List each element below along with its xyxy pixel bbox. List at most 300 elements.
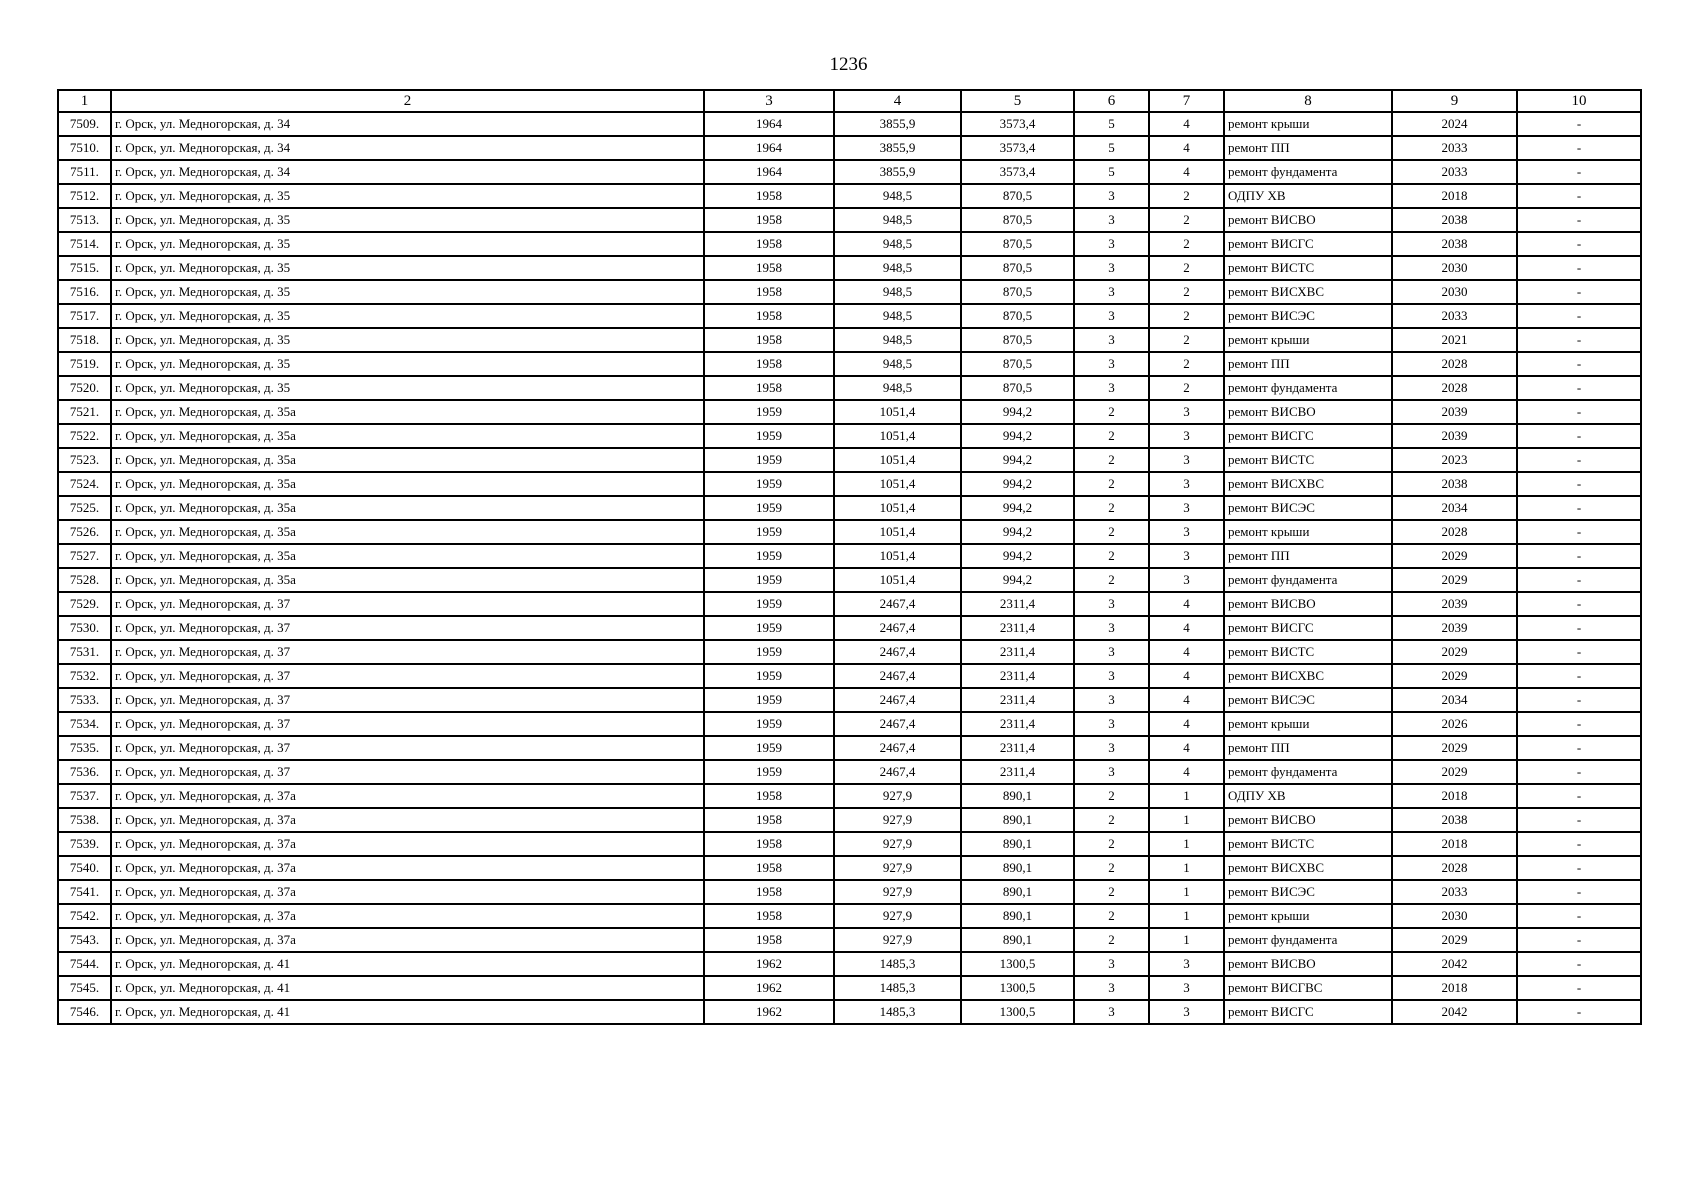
- table-cell-col-3: 1959: [704, 640, 834, 664]
- table-cell-col-10: -: [1517, 352, 1641, 376]
- table-cell-col-7: 2: [1149, 208, 1224, 232]
- table-row: [58, 232, 1641, 256]
- table-cell-col-6: 3: [1074, 952, 1149, 976]
- table-cell-col-10: -: [1517, 784, 1641, 808]
- table-cell-col-2: г. Орск, ул. Медногорская, д. 37: [111, 760, 704, 784]
- table-cell-col-9: 2033: [1392, 304, 1517, 328]
- table-cell-col-7: 2: [1149, 304, 1224, 328]
- table-cell-col-9: 2030: [1392, 256, 1517, 280]
- table-cell-col-1: 7520.: [58, 376, 111, 400]
- table-cell-col-4: 2467,4: [834, 736, 961, 760]
- table-cell-col-10: -: [1517, 736, 1641, 760]
- table-cell-col-8: ремонт крыши: [1224, 328, 1392, 352]
- table-cell-col-1: 7510.: [58, 136, 111, 160]
- table-cell-col-1: 7524.: [58, 472, 111, 496]
- table-cell-col-8: ремонт крыши: [1224, 712, 1392, 736]
- table-cell-col-7: 2: [1149, 232, 1224, 256]
- table-cell-col-9: 2028: [1392, 352, 1517, 376]
- table-cell-col-4: 927,9: [834, 904, 961, 928]
- table-cell-col-4: 2467,4: [834, 688, 961, 712]
- table-cell-col-2: г. Орск, ул. Медногорская, д. 37: [111, 592, 704, 616]
- column-header-9: 9: [1392, 90, 1517, 112]
- table-cell-col-4: 1051,4: [834, 400, 961, 424]
- table-cell-col-1: 7529.: [58, 592, 111, 616]
- table-cell-col-1: 7526.: [58, 520, 111, 544]
- table-cell-col-2: г. Орск, ул. Медногорская, д. 34: [111, 136, 704, 160]
- table-cell-col-3: 1958: [704, 880, 834, 904]
- table-cell-col-2: г. Орск, ул. Медногорская, д. 35: [111, 376, 704, 400]
- table-row: [58, 424, 1641, 448]
- table-cell-col-2: г. Орск, ул. Медногорская, д. 37: [111, 616, 704, 640]
- table-cell-col-8: ремонт ВИСГС: [1224, 232, 1392, 256]
- table-cell-col-4: 1051,4: [834, 424, 961, 448]
- table-header: [58, 90, 1641, 112]
- table-cell-col-8: ремонт ВИСЭС: [1224, 688, 1392, 712]
- table-cell-col-4: 927,9: [834, 880, 961, 904]
- table-cell-col-1: 7528.: [58, 568, 111, 592]
- table-cell-col-3: 1964: [704, 160, 834, 184]
- table-cell-col-6: 3: [1074, 328, 1149, 352]
- table-cell-col-1: 7532.: [58, 664, 111, 688]
- table-cell-col-5: 1300,5: [961, 952, 1074, 976]
- column-header-10: 10: [1517, 90, 1641, 112]
- table-cell-col-4: 1051,4: [834, 568, 961, 592]
- table-cell-col-4: 1051,4: [834, 520, 961, 544]
- table-cell-col-5: 994,2: [961, 496, 1074, 520]
- table-cell-col-1: 7535.: [58, 736, 111, 760]
- table-cell-col-6: 3: [1074, 280, 1149, 304]
- table-cell-col-9: 2033: [1392, 880, 1517, 904]
- table-cell-col-9: 2018: [1392, 976, 1517, 1000]
- table-cell-col-9: 2018: [1392, 832, 1517, 856]
- table-cell-col-8: ремонт ПП: [1224, 544, 1392, 568]
- table-cell-col-8: ремонт ВИСГВС: [1224, 976, 1392, 1000]
- table-cell-col-10: -: [1517, 832, 1641, 856]
- table-cell-col-3: 1958: [704, 376, 834, 400]
- table-cell-col-10: -: [1517, 616, 1641, 640]
- table-cell-col-2: г. Орск, ул. Медногорская, д. 35: [111, 328, 704, 352]
- table-cell-col-10: -: [1517, 664, 1641, 688]
- table-cell-col-7: 4: [1149, 616, 1224, 640]
- table-cell-col-10: -: [1517, 808, 1641, 832]
- table-row: [58, 112, 1641, 136]
- table-row: [58, 976, 1641, 1000]
- table-cell-col-6: 3: [1074, 232, 1149, 256]
- table-cell-col-3: 1958: [704, 784, 834, 808]
- table-row: [58, 688, 1641, 712]
- table-cell-col-2: г. Орск, ул. Медногорская, д. 37: [111, 712, 704, 736]
- table-cell-col-5: 870,5: [961, 352, 1074, 376]
- table-cell-col-5: 870,5: [961, 376, 1074, 400]
- table-cell-col-8: ремонт ВИСГС: [1224, 1000, 1392, 1024]
- table-cell-col-4: 2467,4: [834, 760, 961, 784]
- table-cell-col-9: 2038: [1392, 808, 1517, 832]
- table-row: [58, 832, 1641, 856]
- page-number: 1236: [829, 54, 868, 75]
- table-cell-col-9: 2029: [1392, 568, 1517, 592]
- table-cell-col-6: 3: [1074, 760, 1149, 784]
- table-cell-col-7: 3: [1149, 424, 1224, 448]
- table-cell-col-3: 1959: [704, 472, 834, 496]
- table-cell-col-4: 3855,9: [834, 112, 961, 136]
- table-cell-col-2: г. Орск, ул. Медногорская, д. 35а: [111, 568, 704, 592]
- table-cell-col-8: ремонт ВИСХВС: [1224, 664, 1392, 688]
- table-cell-col-6: 3: [1074, 688, 1149, 712]
- table-cell-col-6: 3: [1074, 712, 1149, 736]
- table-cell-col-7: 4: [1149, 712, 1224, 736]
- table-cell-col-10: -: [1517, 376, 1641, 400]
- table-cell-col-1: 7544.: [58, 952, 111, 976]
- table-cell-col-4: 948,5: [834, 352, 961, 376]
- table-cell-col-8: ремонт ВИСЭС: [1224, 304, 1392, 328]
- table-cell-col-10: -: [1517, 568, 1641, 592]
- table-cell-col-1: 7534.: [58, 712, 111, 736]
- table-cell-col-8: ремонт ВИСВО: [1224, 400, 1392, 424]
- table-cell-col-10: -: [1517, 424, 1641, 448]
- table-cell-col-2: г. Орск, ул. Медногорская, д. 35а: [111, 520, 704, 544]
- table-cell-col-8: ОДПУ ХВ: [1224, 184, 1392, 208]
- table-cell-col-2: г. Орск, ул. Медногорская, д. 35а: [111, 448, 704, 472]
- table-cell-col-2: г. Орск, ул. Медногорская, д. 35: [111, 184, 704, 208]
- table-cell-col-2: г. Орск, ул. Медногорская, д. 35а: [111, 400, 704, 424]
- table-cell-col-1: 7533.: [58, 688, 111, 712]
- table-row: [58, 304, 1641, 328]
- table-cell-col-3: 1958: [704, 304, 834, 328]
- table-cell-col-1: 7530.: [58, 616, 111, 640]
- table-cell-col-7: 4: [1149, 592, 1224, 616]
- table-cell-col-10: -: [1517, 400, 1641, 424]
- table-cell-col-5: 3573,4: [961, 136, 1074, 160]
- table-cell-col-4: 927,9: [834, 928, 961, 952]
- table-row: [58, 376, 1641, 400]
- table-cell-col-5: 870,5: [961, 328, 1074, 352]
- table-cell-col-7: 3: [1149, 472, 1224, 496]
- table-cell-col-10: -: [1517, 856, 1641, 880]
- column-header-7: 7: [1149, 90, 1224, 112]
- table-cell-col-7: 4: [1149, 160, 1224, 184]
- table-cell-col-7: 1: [1149, 784, 1224, 808]
- table-cell-col-3: 1958: [704, 256, 834, 280]
- table-cell-col-1: 7541.: [58, 880, 111, 904]
- table-cell-col-8: ремонт крыши: [1224, 904, 1392, 928]
- table-cell-col-1: 7540.: [58, 856, 111, 880]
- table-cell-col-3: 1964: [704, 136, 834, 160]
- table-cell-col-1: 7546.: [58, 1000, 111, 1024]
- table-cell-col-9: 2034: [1392, 688, 1517, 712]
- table-cell-col-1: 7545.: [58, 976, 111, 1000]
- table-cell-col-2: г. Орск, ул. Медногорская, д. 41: [111, 976, 704, 1000]
- table-cell-col-7: 3: [1149, 520, 1224, 544]
- table-cell-col-8: ремонт фундамента: [1224, 568, 1392, 592]
- table-cell-col-3: 1959: [704, 712, 834, 736]
- table-cell-col-4: 948,5: [834, 304, 961, 328]
- table-cell-col-8: ремонт ВИСТС: [1224, 640, 1392, 664]
- table-cell-col-3: 1962: [704, 1000, 834, 1024]
- table-cell-col-8: ремонт крыши: [1224, 520, 1392, 544]
- table-cell-col-8: ремонт ПП: [1224, 736, 1392, 760]
- table-cell-col-9: 2039: [1392, 424, 1517, 448]
- table-cell-col-3: 1958: [704, 328, 834, 352]
- table-cell-col-9: 2029: [1392, 640, 1517, 664]
- table-cell-col-4: 1051,4: [834, 472, 961, 496]
- table-cell-col-5: 994,2: [961, 520, 1074, 544]
- table-cell-col-8: ремонт ВИСТС: [1224, 448, 1392, 472]
- table-cell-col-1: 7536.: [58, 760, 111, 784]
- table-cell-col-3: 1959: [704, 544, 834, 568]
- table-cell-col-4: 948,5: [834, 328, 961, 352]
- table-cell-col-9: 2039: [1392, 616, 1517, 640]
- table-cell-col-8: ремонт фундамента: [1224, 760, 1392, 784]
- table-cell-col-7: 2: [1149, 352, 1224, 376]
- table-cell-col-3: 1962: [704, 976, 834, 1000]
- table-cell-col-3: 1958: [704, 856, 834, 880]
- table-cell-col-2: г. Орск, ул. Медногорская, д. 35а: [111, 544, 704, 568]
- table-row: [58, 520, 1641, 544]
- table-cell-col-1: 7516.: [58, 280, 111, 304]
- table-cell-col-4: 2467,4: [834, 640, 961, 664]
- table-cell-col-6: 2: [1074, 928, 1149, 952]
- header-row: [58, 90, 1641, 112]
- table-cell-col-2: г. Орск, ул. Медногорская, д. 37: [111, 640, 704, 664]
- table-cell-col-2: г. Орск, ул. Медногорская, д. 37а: [111, 832, 704, 856]
- table-cell-col-4: 927,9: [834, 832, 961, 856]
- table-cell-col-7: 4: [1149, 640, 1224, 664]
- column-header-6: 6: [1074, 90, 1149, 112]
- table-cell-col-2: г. Орск, ул. Медногорская, д. 37: [111, 688, 704, 712]
- table-cell-col-10: -: [1517, 184, 1641, 208]
- table-cell-col-3: 1959: [704, 664, 834, 688]
- table-cell-col-10: -: [1517, 496, 1641, 520]
- table-cell-col-2: г. Орск, ул. Медногорская, д. 37: [111, 664, 704, 688]
- table-cell-col-2: г. Орск, ул. Медногорская, д. 37а: [111, 784, 704, 808]
- table-cell-col-9: 2029: [1392, 544, 1517, 568]
- table-cell-col-1: 7522.: [58, 424, 111, 448]
- table-cell-col-9: 2026: [1392, 712, 1517, 736]
- table-cell-col-1: 7539.: [58, 832, 111, 856]
- table-cell-col-2: г. Орск, ул. Медногорская, д. 37а: [111, 928, 704, 952]
- table-cell-col-6: 2: [1074, 496, 1149, 520]
- table-cell-col-7: 1: [1149, 880, 1224, 904]
- table-cell-col-10: -: [1517, 760, 1641, 784]
- table-cell-col-1: 7542.: [58, 904, 111, 928]
- table-cell-col-3: 1959: [704, 568, 834, 592]
- table-cell-col-9: 2039: [1392, 400, 1517, 424]
- table-cell-col-5: 2311,4: [961, 640, 1074, 664]
- table-cell-col-7: 4: [1149, 664, 1224, 688]
- table-cell-col-9: 2030: [1392, 280, 1517, 304]
- table-cell-col-6: 3: [1074, 208, 1149, 232]
- table-cell-col-2: г. Орск, ул. Медногорская, д. 37а: [111, 904, 704, 928]
- table-cell-col-7: 4: [1149, 688, 1224, 712]
- table-cell-col-8: ремонт ВИСТС: [1224, 832, 1392, 856]
- column-header-4: 4: [834, 90, 961, 112]
- column-header-3: 3: [704, 90, 834, 112]
- table-cell-col-3: 1958: [704, 280, 834, 304]
- table-cell-col-8: ОДПУ ХВ: [1224, 784, 1392, 808]
- table-cell-col-10: -: [1517, 544, 1641, 568]
- table-cell-col-4: 948,5: [834, 256, 961, 280]
- table-cell-col-6: 2: [1074, 880, 1149, 904]
- table-cell-col-1: 7525.: [58, 496, 111, 520]
- table-cell-col-8: ремонт фундамента: [1224, 160, 1392, 184]
- table-cell-col-8: ремонт ВИСХВС: [1224, 280, 1392, 304]
- table-cell-col-2: г. Орск, ул. Медногорская, д. 35: [111, 304, 704, 328]
- table-cell-col-5: 870,5: [961, 208, 1074, 232]
- table-cell-col-4: 1485,3: [834, 976, 961, 1000]
- table-cell-col-5: 994,2: [961, 472, 1074, 496]
- table-row: [58, 952, 1641, 976]
- table-cell-col-7: 3: [1149, 544, 1224, 568]
- table-cell-col-6: 2: [1074, 856, 1149, 880]
- table-cell-col-5: 890,1: [961, 928, 1074, 952]
- table-cell-col-7: 4: [1149, 136, 1224, 160]
- table-cell-col-2: г. Орск, ул. Медногорская, д. 35: [111, 256, 704, 280]
- table-cell-col-10: -: [1517, 112, 1641, 136]
- table-cell-col-7: 4: [1149, 736, 1224, 760]
- table-cell-col-10: -: [1517, 160, 1641, 184]
- column-header-8: 8: [1224, 90, 1392, 112]
- table-row: [58, 760, 1641, 784]
- table-cell-col-3: 1959: [704, 592, 834, 616]
- table-row: [58, 256, 1641, 280]
- table-cell-col-6: 2: [1074, 448, 1149, 472]
- table-cell-col-9: 2042: [1392, 1000, 1517, 1024]
- table-cell-col-7: 1: [1149, 928, 1224, 952]
- table-cell-col-8: ремонт ВИСВО: [1224, 208, 1392, 232]
- table-cell-col-9: 2024: [1392, 112, 1517, 136]
- table-cell-col-4: 948,5: [834, 208, 961, 232]
- table-cell-col-3: 1959: [704, 520, 834, 544]
- table-row: [58, 736, 1641, 760]
- table-cell-col-10: -: [1517, 328, 1641, 352]
- table-cell-col-4: 1051,4: [834, 544, 961, 568]
- table-row: [58, 664, 1641, 688]
- table-cell-col-5: 994,2: [961, 568, 1074, 592]
- table-cell-col-7: 2: [1149, 280, 1224, 304]
- table-cell-col-3: 1958: [704, 904, 834, 928]
- table-cell-col-8: ремонт фундамента: [1224, 376, 1392, 400]
- table-cell-col-9: 2030: [1392, 904, 1517, 928]
- table-row: [58, 352, 1641, 376]
- table-cell-col-8: ремонт ПП: [1224, 136, 1392, 160]
- table-cell-col-4: 2467,4: [834, 712, 961, 736]
- table-cell-col-10: -: [1517, 304, 1641, 328]
- table-row: [58, 712, 1641, 736]
- table-cell-col-6: 2: [1074, 424, 1149, 448]
- table-row: [58, 904, 1641, 928]
- table-row: [58, 544, 1641, 568]
- table-row: [58, 496, 1641, 520]
- table-cell-col-2: г. Орск, ул. Медногорская, д. 35а: [111, 472, 704, 496]
- table-cell-col-2: г. Орск, ул. Медногорская, д. 37: [111, 736, 704, 760]
- table-cell-col-1: 7543.: [58, 928, 111, 952]
- table-cell-col-1: 7517.: [58, 304, 111, 328]
- table-cell-col-5: 1300,5: [961, 1000, 1074, 1024]
- table-cell-col-10: -: [1517, 904, 1641, 928]
- table-cell-col-2: г. Орск, ул. Медногорская, д. 37а: [111, 808, 704, 832]
- table-cell-col-3: 1958: [704, 352, 834, 376]
- table-cell-col-4: 1485,3: [834, 1000, 961, 1024]
- table-cell-col-10: -: [1517, 208, 1641, 232]
- table-cell-col-5: 870,5: [961, 256, 1074, 280]
- table-cell-col-6: 3: [1074, 256, 1149, 280]
- table-cell-col-9: 2038: [1392, 208, 1517, 232]
- table-cell-col-1: 7512.: [58, 184, 111, 208]
- table-cell-col-1: 7531.: [58, 640, 111, 664]
- table-row: [58, 328, 1641, 352]
- table-cell-col-6: 5: [1074, 160, 1149, 184]
- table-cell-col-8: ремонт крыши: [1224, 112, 1392, 136]
- table-cell-col-7: 2: [1149, 256, 1224, 280]
- table-row: [58, 448, 1641, 472]
- table-cell-col-5: 890,1: [961, 904, 1074, 928]
- table-row: [58, 1000, 1641, 1024]
- table-cell-col-5: 3573,4: [961, 112, 1074, 136]
- table-row: [58, 184, 1641, 208]
- table-cell-col-9: 2039: [1392, 592, 1517, 616]
- table-cell-col-8: ремонт ВИСВО: [1224, 952, 1392, 976]
- table-cell-col-6: 3: [1074, 376, 1149, 400]
- table-cell-col-8: ремонт ВИСГС: [1224, 616, 1392, 640]
- table-cell-col-10: -: [1517, 928, 1641, 952]
- table-cell-col-10: -: [1517, 136, 1641, 160]
- table-cell-col-10: -: [1517, 520, 1641, 544]
- table-cell-col-5: 2311,4: [961, 736, 1074, 760]
- table-cell-col-6: 3: [1074, 304, 1149, 328]
- table-cell-col-1: 7521.: [58, 400, 111, 424]
- table-cell-col-7: 2: [1149, 376, 1224, 400]
- table-cell-col-8: ремонт ВИСВО: [1224, 808, 1392, 832]
- table-cell-col-9: 2021: [1392, 328, 1517, 352]
- table-cell-col-1: 7513.: [58, 208, 111, 232]
- table-cell-col-3: 1958: [704, 928, 834, 952]
- table-cell-col-5: 994,2: [961, 448, 1074, 472]
- table-cell-col-4: 927,9: [834, 808, 961, 832]
- table-cell-col-7: 3: [1149, 952, 1224, 976]
- table-cell-col-10: -: [1517, 952, 1641, 976]
- table-row: [58, 928, 1641, 952]
- table-cell-col-5: 2311,4: [961, 664, 1074, 688]
- table-cell-col-6: 5: [1074, 112, 1149, 136]
- table-cell-col-7: 3: [1149, 400, 1224, 424]
- table-cell-col-5: 870,5: [961, 280, 1074, 304]
- table-cell-col-9: 2033: [1392, 136, 1517, 160]
- table-cell-col-8: ремонт ВИСХВС: [1224, 856, 1392, 880]
- table-cell-col-6: 2: [1074, 544, 1149, 568]
- table-cell-col-9: 2034: [1392, 496, 1517, 520]
- table-cell-col-9: 2018: [1392, 184, 1517, 208]
- table-cell-col-5: 2311,4: [961, 688, 1074, 712]
- table-cell-col-3: 1959: [704, 736, 834, 760]
- table-cell-col-4: 3855,9: [834, 160, 961, 184]
- table-cell-col-5: 994,2: [961, 544, 1074, 568]
- table-cell-col-1: 7518.: [58, 328, 111, 352]
- table-cell-col-1: 7537.: [58, 784, 111, 808]
- table-cell-col-5: 1300,5: [961, 976, 1074, 1000]
- table-cell-col-1: 7511.: [58, 160, 111, 184]
- table-cell-col-8: ремонт ПП: [1224, 352, 1392, 376]
- table-cell-col-5: 994,2: [961, 400, 1074, 424]
- table-cell-col-4: 948,5: [834, 232, 961, 256]
- table-cell-col-4: 948,5: [834, 184, 961, 208]
- table-cell-col-7: 3: [1149, 448, 1224, 472]
- table-cell-col-5: 3573,4: [961, 160, 1074, 184]
- table-cell-col-3: 1959: [704, 496, 834, 520]
- table-cell-col-9: 2028: [1392, 856, 1517, 880]
- table-cell-col-4: 2467,4: [834, 592, 961, 616]
- table-cell-col-6: 3: [1074, 664, 1149, 688]
- table-cell-col-9: 2033: [1392, 160, 1517, 184]
